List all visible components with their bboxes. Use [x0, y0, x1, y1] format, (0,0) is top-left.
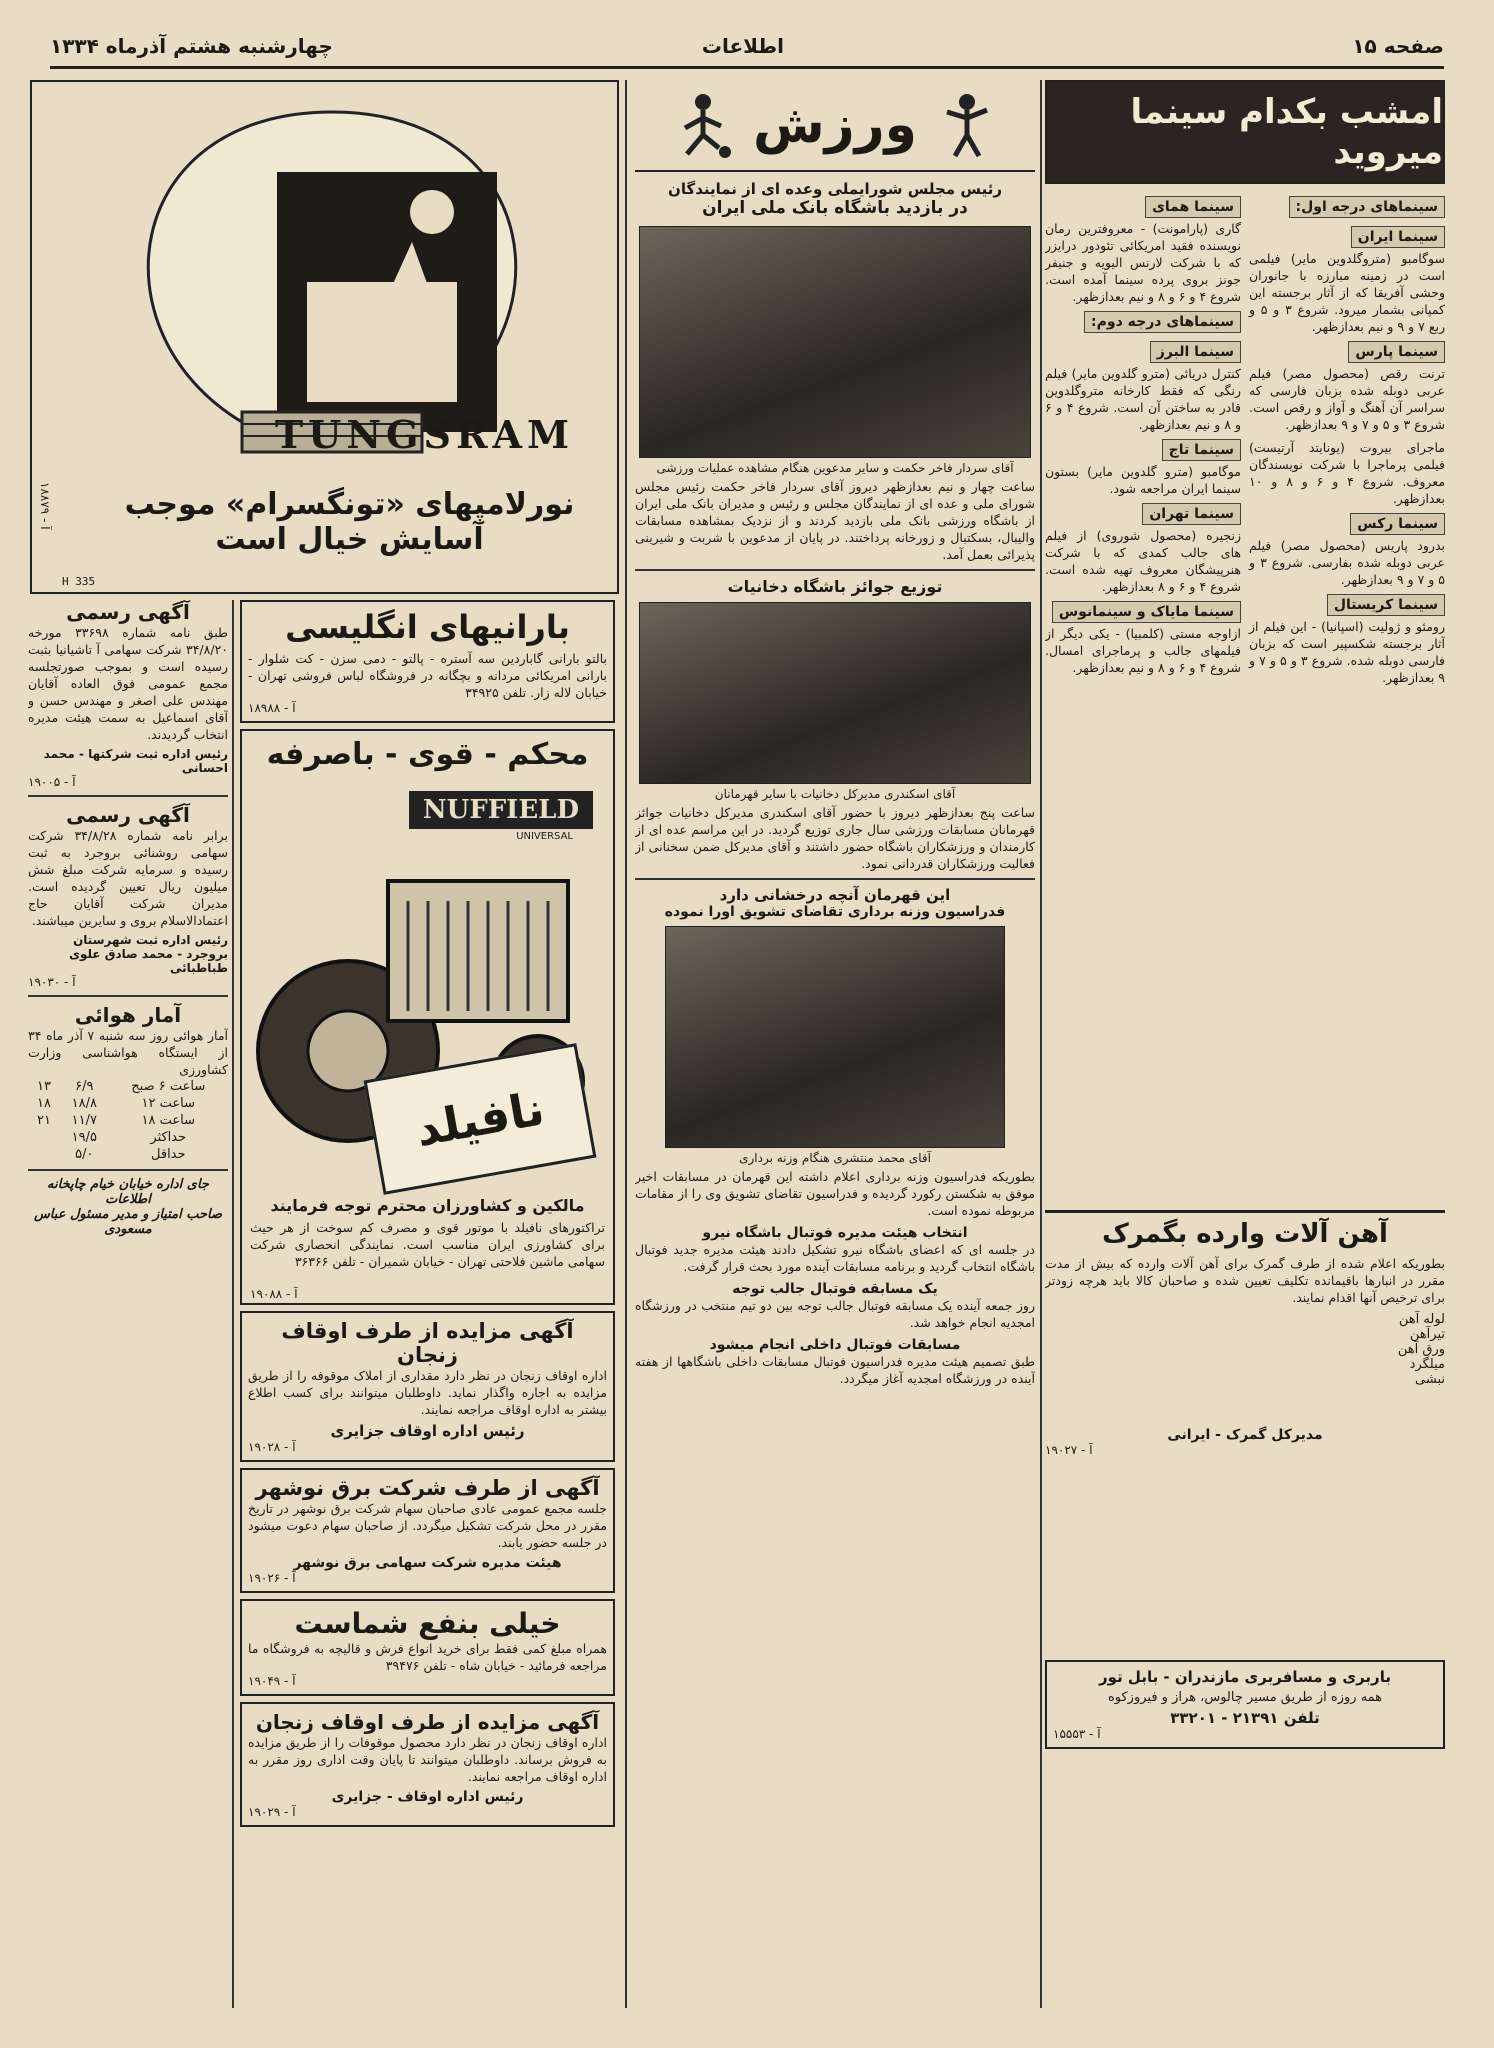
- raincoat-text: بالتو بارانی گاباردین سه آستره - پالتو - دمی سزن - کت شلوار - بارانی امریکائی مردانه و بچگانه در فروشگاه لباس فروشی تهران - خیابان لاله زار. تلفن ۳۴۹۲۵: [248, 651, 607, 700]
- cinema-alborz-label: سینما البرز: [1150, 341, 1241, 363]
- official2-ref: آ - ۱۹۰۳۰: [28, 975, 76, 989]
- boxer-icon: [937, 90, 997, 160]
- cinema-mayak-label: سینما مایاک و سینمانوس: [1052, 601, 1241, 623]
- official2-title: آگهی رسمی: [66, 803, 190, 827]
- issue-date: چهارشنبه هشتم آذرماه ۱۳۳۴: [50, 34, 333, 58]
- nuffield-slogan: محکم - قوی - باصرفه: [266, 737, 589, 772]
- column-divider: [625, 80, 627, 2008]
- nuffield-sign: نافیلد: [364, 1043, 597, 1195]
- waqf-zanjan-ad-2: [240, 1702, 615, 1827]
- sports-article3: بطوریکه فدراسیون وزنه برداری اعلام داشته این قهرمان در مسابقات اخیر موفق به شکستن رکورد گردیده و فدراسیون تقاضای تشویق وی را از مقامات مربوطه نموده است.: [635, 1169, 1035, 1218]
- ads-column: [240, 600, 615, 2008]
- cinema-taj-label: سینما تاج: [1162, 439, 1241, 461]
- nowshahr-signature: هیئت مدیره شرکت سهامی برق نوشهر: [293, 1555, 562, 1571]
- sports-masthead: [635, 80, 1035, 172]
- raincoat-title: بارانیهای انگلیسی: [285, 608, 570, 646]
- cinema-iran-text: سوگامبو (متروگلدوین مایر) فیلمی است در زمینه مبارزه با جانوران وحشی آفریقا که از آثار برجسته این کمپانی بشمار میرود. شروع ۳ و ۵ و ربع ۷ و ۹ و نیم بعدازظهر.: [1249, 251, 1445, 334]
- cinema-pars-label: سینما پارس: [1348, 341, 1445, 363]
- nuffield-tagline: مالکین و کشاورزان محترم توجه فرمایند: [270, 1196, 585, 1215]
- nuffield-badge: NUFFIELD: [409, 791, 593, 829]
- column-divider: [1040, 80, 1042, 2008]
- photo2-caption: آقای اسکندری مدیرکل دخانیات با سایر قهرمانان: [714, 787, 956, 801]
- customs-item: نبشی: [1415, 1372, 1445, 1387]
- bus-ref: آ - ۱۵۵۵۳: [1053, 1727, 1101, 1741]
- official1-text: طبق نامه شماره ۳۳۶۹۸ مورخه ۳۴/۸/۲۰ شرکت سهامی آ تاشیانیا بثبت رسیده است و بموجب صورتجلسه مجمع عمومی فوق العاده آقایان مهندس علی اصغر و مهندس حسن و آقای اسماعیل به سمت هیئت مدیره انتخاب گردیدند.: [28, 625, 228, 742]
- nowshahr-title: آگهی از طرف شرکت برق نوشهر: [255, 1476, 600, 1500]
- customs-item: لوله آهن: [1398, 1312, 1445, 1327]
- cinema-mayak-text: ازاوجه مستی (کلمبیا) - یکی دیگر از فیلمهای جالب و پرماجرای امسال. شروع ۴ و ۶ و ۸ و نیم بعدازظهر.: [1045, 626, 1241, 675]
- sports-subhead6: مسابقات فوتبال داخلی انجام میشود: [709, 1337, 961, 1353]
- customs-text: بطوریکه اعلام شده از طرف گمرک برای آهن آلات وارده که بیش از مدت مقرر در انبارها باقیمانده تکلیف تعیین شده و صاحبان کالا باید هرچه زودتر برای ترخیص آنها اقدام نمایند.: [1045, 1256, 1445, 1305]
- bus-text: همه روزه از طریق مسیر چالوس، هراز و فیروزکوه: [1107, 1690, 1383, 1705]
- sports-subhead4: انتخاب هیئت مدیره فوتبال باشگاه نیرو: [702, 1225, 968, 1241]
- customs-title: آهن آلات وارده بگمرک: [1102, 1219, 1388, 1249]
- tungsram-ref: آ - ۱۸۸۷۹: [38, 482, 52, 530]
- nowshahr-ad: [240, 1468, 615, 1593]
- sports-title: ورزش: [753, 95, 917, 155]
- customs-notice: [1045, 1210, 1445, 1457]
- raincoat-ad: [240, 600, 615, 723]
- cinema-rex-label: سینما رکس: [1350, 513, 1445, 535]
- nowshahr-ref: آ - ۱۹۰۲۶: [248, 1571, 296, 1585]
- customs-item: میلگرد: [1409, 1357, 1445, 1372]
- official1-signature: رئیس اداره ثبت شرکتها - محمد احسانی: [43, 747, 228, 775]
- newspaper-title: اطلاعات: [701, 34, 784, 58]
- weather-row: ساعت ۶ صبح ۶/۹ ۱۳: [37, 1079, 206, 1094]
- footer-address: جای اداره خیابان خیام چاپخانه اطلاعات: [47, 1177, 209, 1207]
- customs-ref: آ - ۱۹۰۲۷: [1045, 1443, 1093, 1457]
- sports-article6: طبق تصمیم هیئت مدیره فدراسیون فوتبال مسابقات داخلی باشگاهها از هفته آینده در ورزشگاه امجدیه آغاز میگردد.: [635, 1354, 1035, 1386]
- customs-item: تیرآهن: [1409, 1327, 1445, 1342]
- customs-items: [1075, 1312, 1445, 1387]
- cinema-tehran-label: سینما تهران: [1142, 503, 1241, 525]
- official1-title: آگهی رسمی: [66, 600, 190, 624]
- official2-signature: رئیس اداره ثبت شهرستان بروجرد - محمد صادق علوی طباطبائی: [68, 933, 228, 975]
- weather-row: ساعت ۱۸ ۱۱/۷ ۲۱: [37, 1113, 196, 1128]
- sports-subhead3b: فدراسیون وزنه برداری تقاضای تشویق اورا نموده: [664, 904, 1006, 920]
- bus-ad: [1045, 1660, 1445, 1749]
- notices-column: [28, 600, 228, 2008]
- waqf2-signature: رئیس اداره اوقاف - جزایری: [331, 1789, 524, 1805]
- waqf1-title: آگهی مزایده از طرف اوقاف زنجان: [281, 1319, 574, 1367]
- footer-publisher: صاحب امتیاز و مدیر مسئول عباس مسعودی: [33, 1207, 223, 1237]
- sports-article5: روز جمعه آینده یک مسابقه فوتبال جالب توجه بین دو تیم منتخب در ورزشگاه امجدیه انجام خواهد شد.: [635, 1298, 1035, 1330]
- cinema-pars2-text: ماجرای بیروت (یونایتد آرتیست) فیلمی پرماجرا با شرکت نویسندگان معروف. شروع ۴ و ۶ و ۸ و ۱۰ بعدازظهر.: [1249, 440, 1445, 506]
- cinema-crystal-label: سینما کریستال: [1327, 594, 1445, 616]
- sports-article1: ساعت چهار و نیم بعدازظهر دیروز آقای سردار فاخر حکمت رئیس مجلس شورای ملی و عده ای از نمایندگان مجلس و رئیس و مدیران بانک ملی ایران از باشگاه ورزشی بانک ملی بازدید کردند و از نزدیک بمشاهده مسابقات والیبال، بسکتبال و زورخانه پرداختند. در پایان از مدعوین با شربت و شیرینی پذیرائی بعمل آمد.: [635, 479, 1035, 562]
- sports-subhead5: یک مسابقه فوتبال جالب توجه: [732, 1281, 938, 1297]
- weather-intro: آمار هوائی روز سه شنبه ۷ آذر ماه ۳۴ از ایستگاه هواشناسی وزارت کشاورزی: [28, 1028, 228, 1077]
- carpet-ref: آ - ۱۹۰۴۹: [248, 1674, 296, 1688]
- sports-article2: ساعت پنج بعدازظهر دیروز با حضور آقای اسکندری مدیرکل دخانیات جوائز قهرمانان مسابقات ورزشی سال جاری توزیع گردید. در این مراسم عده ای از کارمندان و ورزشکاران باشگاه حضور داشتند و آقای مدیرکل ضمن سخنانی از فعالیت ورزشکاران قدردانی نمود.: [635, 805, 1035, 871]
- nuffield-badge-sub: UNIVERSAL: [516, 831, 573, 842]
- sports-subhead2: توزیع جوائز باشگاه دخانیات: [727, 577, 943, 596]
- tungsram-ad: [30, 80, 619, 594]
- photo-tobacco-awards: [639, 602, 1031, 784]
- waqf1-ref: آ - ۱۹۰۲۸: [248, 1440, 296, 1454]
- customs-item: ورق آهن: [1397, 1342, 1445, 1357]
- photo-parliament-visit: [639, 226, 1031, 458]
- waqf1-text: اداره اوقاف زنجان در نظر دارد مقداری از املاک موقوفه را از طریق مزایده به اجاره واگذار نماید. داوطلبان میتوانند برای کسب اطلاع بیشتر به اداره اوقاف مراجعه نمایند.: [248, 1368, 607, 1417]
- footballer-icon: [673, 90, 733, 160]
- official2-text: برابر نامه شماره ۳۴/۸/۲۸ شرکت سهامی روشنائی بروجرد به ثبت رسیده و سرمایه شرکت مبلغ شش میلیون ریال تعیین گردیده است. مدیران شرکت آقایان حاج اعتمادالاسلام بروی و سایرین میباشند.: [28, 828, 228, 928]
- page-header: [50, 30, 1444, 69]
- weather-row: حداقل ۵/۰: [75, 1147, 186, 1162]
- nuffield-text: تراکتورهای نافیلد با موتور قوی و مصرف کم سوخت از هر حیث برای کشاورزی ایران مناسب است. نمایندگی انحصاری شرکت سهامی ماشین فلاحتی تهران - خیابان شمیران - تلفن ۳۶۳۶۶: [250, 1220, 605, 1269]
- cinema-tehran-text: زنجیره (محصول شوروی) از فیلم های جالب کمدی که با شرکت هنرپیشگان معروف تهیه شده است. شروع ۴ و ۶ و ۸ بعدازظهر.: [1045, 528, 1241, 594]
- customs-signature: مدیرکل گمرک - ایرانی: [1167, 1427, 1323, 1443]
- carpet-text: همراه مبلغ کمی فقط برای خرید انواع فرش و قالیچه به فروشگاه ما مراجعه فرمائید - خیابان شاه - تلفن ۳۹۴۷۶: [248, 1641, 607, 1673]
- sports-column: [635, 80, 1035, 2008]
- carpet-ad: [240, 1599, 615, 1696]
- weather-title: آمار هوائی: [74, 1003, 182, 1027]
- cinema-iran-label: سینما ایران: [1351, 226, 1445, 248]
- official1-ref: آ - ۱۹۰۰۵: [28, 775, 76, 789]
- sports-headline-bottom: در بازدید باشگاه بانک ملی ایران: [702, 198, 968, 218]
- photo-weightlifter: [665, 926, 1005, 1148]
- bus-title: باربری و مسافربری مازندران - بابل تور: [1099, 1668, 1391, 1686]
- cinema-banner: امشب بکدام سینما میروید: [1045, 80, 1445, 184]
- sports-article4: در جلسه ای که اعضای باشگاه نیرو تشکیل دادند هیئت مدیره جدید فوتبال باشگاه انتخاب گردید و برنامه مسابقات آینده مورد بحث قرار گرفت.: [635, 1242, 1035, 1274]
- weather-row: حداکثر ۱۹/۵: [71, 1130, 187, 1145]
- weather-row: ساعت ۱۲ ۱۸/۸ ۱۸: [37, 1096, 196, 1111]
- waqf1-signature: رئیس اداره اوقاف جزایری: [330, 1422, 525, 1440]
- waqf-zanjan-ad-1: [240, 1311, 615, 1462]
- cinema-pars-text: ترنت رقص (محصول مصر) فیلم عربی دوبله شده بزبان فارسی که سراسر آن آهنگ و آواز و رقص است. شروع ۳ و ۵ و ۷ و ۹ بعدازظهر.: [1249, 366, 1445, 432]
- sports-headline-top: رئیس مجلس شورایملی وعده ای از نمایندگان: [668, 180, 1002, 198]
- tungsram-slogan: نورلامپهای «تونگسرام» موجب آسایش خیال است: [124, 487, 575, 557]
- waqf2-text: اداره اوقاف زنجان در نظر دارد محصول موقوفات را از طریق مزایده به فروش برساند. داوطلبان میتوانند تا پایان وقت اداری روز مقرر به اداره اوقاف مراجعه نمایند.: [248, 1735, 607, 1784]
- bus-phone: تلفن ۲۱۳۹۱ - ۳۳۲۰۱: [1170, 1709, 1320, 1727]
- nuffield-ref: آ - ۱۹۰۸۸: [250, 1287, 298, 1301]
- lightbulb-icon: [32, 82, 617, 462]
- waqf2-title: آگهی مزایده از طرف اوقاف زنجان: [255, 1710, 600, 1734]
- raincoat-ref: آ - ۱۸۹۸۸: [248, 701, 296, 715]
- tungsram-brand: TUNGSRAM: [274, 412, 575, 457]
- photo3-caption: آقای محمد منتشری هنگام وزنه برداری: [739, 1151, 931, 1165]
- waqf2-ref: آ - ۱۹۰۲۹: [248, 1805, 296, 1819]
- page-number: صفحه ۱۵: [1352, 34, 1444, 58]
- photo1-caption: آقای سردار فاخر حکمت و سایر مدعوین هنگام مشاهده عملیات ورزشی: [656, 461, 1014, 475]
- sports-subhead3: این قهرمان آنچه درخشانی دارد: [719, 886, 951, 904]
- nowshahr-text: جلسه مجمع عمومی عادی صاحبان سهام شرکت برق نوشهر در تاریخ مقرر در محل شرکت تشکیل میگردد. از صاحبان سهام دعوت میشود در جلسه حضور یابند.: [248, 1501, 607, 1550]
- carpet-title: خیلی بنفع شماست: [294, 1607, 561, 1640]
- cinema-class1-label: سینماهای درجه اول:: [1289, 196, 1445, 218]
- column-divider: [232, 600, 234, 2008]
- cinema-homa-label: سینما همای: [1145, 196, 1241, 218]
- cinema-crystal-text: رومئو و ژولیت (اسپانیا) - این فیلم از آثار برجسته شکسپیر است که بزبان فارسی دوبله شده. شروع ۳ و ۵ و ۷ و ۹ بعدازظهر.: [1249, 619, 1445, 685]
- cinema-homa-text: گاری (پارامونت) - معروفترین رمان نویسنده فقید امریکائی تئودور درایزر که با شرکت لارنس الیویه و جنیفر جونز بروی پرده سینما آمده است. شروع ۴ و ۶ و ۸ و نیم بعدازظهر.: [1045, 221, 1241, 304]
- nuffield-ad: [240, 729, 615, 1305]
- cinema-taj-text: موگامبو (مترو گلدوین مایر) بستون سینما ایران مراجعه شود.: [1045, 464, 1241, 496]
- weather-table: [28, 1078, 228, 1163]
- cinema-rex-text: بدرود پاریس (محصول مصر) فیلم عربی دوبله شده بفارسی. شروع ۳ و ۵ و ۷ و ۹ بعدازظهر.: [1249, 538, 1445, 587]
- cinema-column: [1045, 80, 1445, 2008]
- cinema-alborz-text: کنترل دریائی (مترو گلدوین مایر) فیلم رنگی که فقط کارخانه متروگلدوین قادر به ساختن آن است. شروع ۴ و ۶ و ۸ و نیم بعدازظهر.: [1045, 366, 1242, 432]
- tungsram-code: H 335: [62, 575, 96, 588]
- cinema-class2-label: سینماهای درجه دوم:: [1084, 311, 1241, 333]
